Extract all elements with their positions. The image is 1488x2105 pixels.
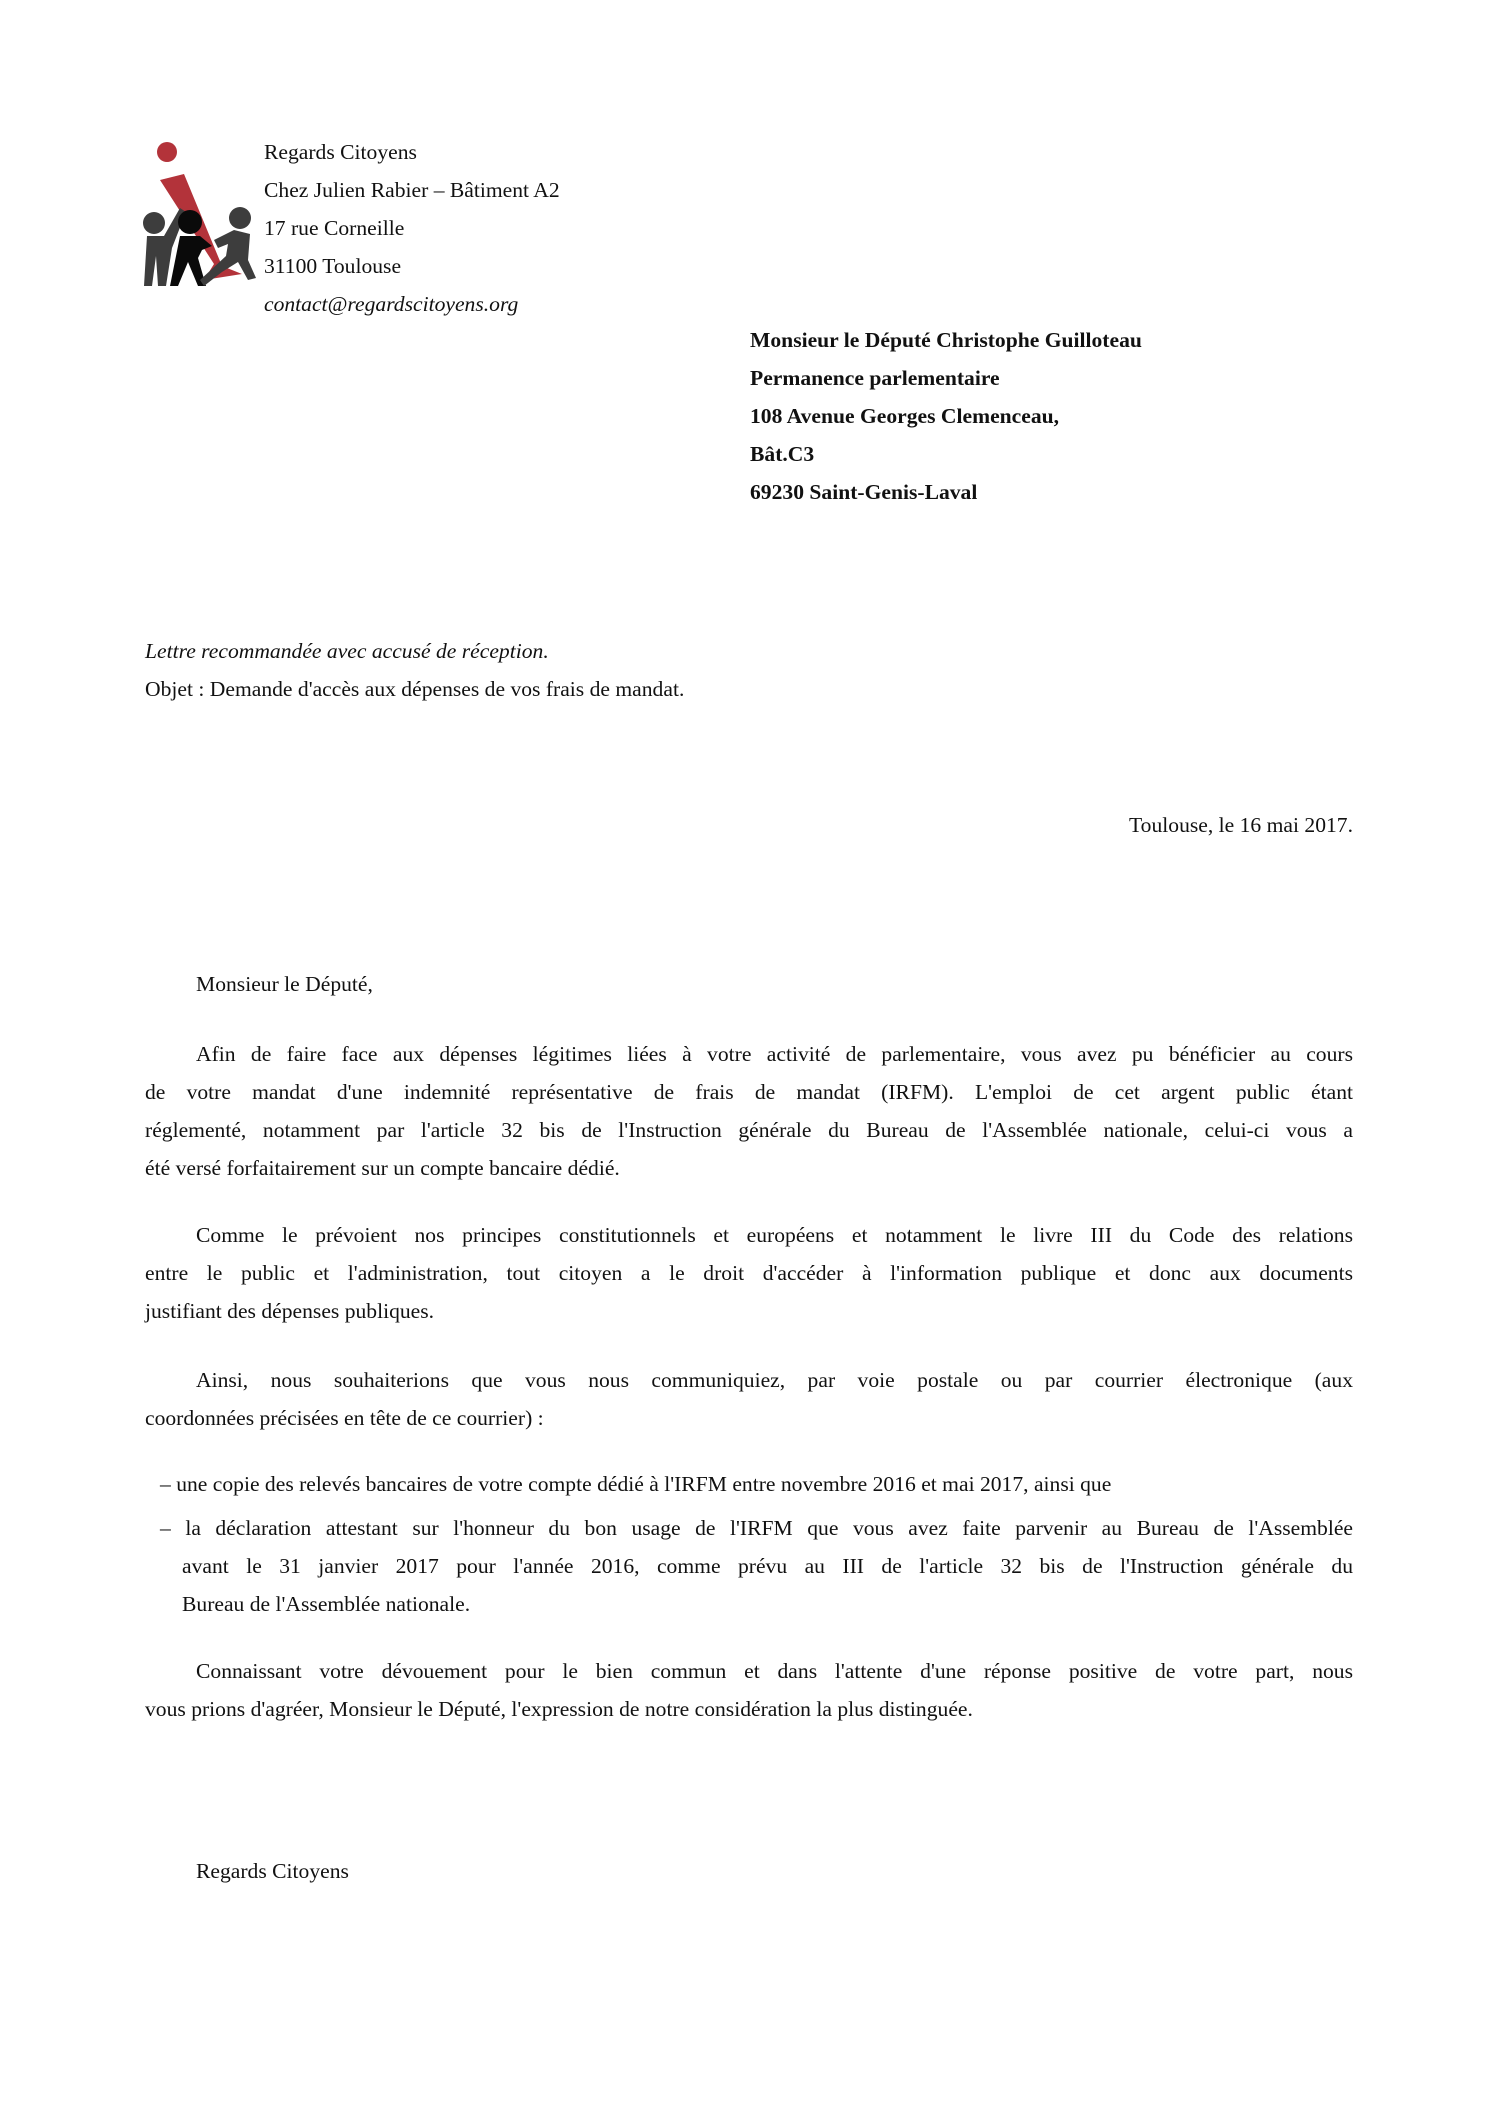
subject-line: Objet : Demande d'accès aux dépenses de vos frais de mandat. <box>145 677 685 701</box>
date-line: Toulouse, le 16 mai 2017. <box>1129 813 1353 837</box>
paragraph-line: réglementé, notamment par l'article 32 bis de l'Instruction générale du Bureau de l'Assemblée nationale, celui-ci vous a <box>145 1118 1353 1142</box>
sender-name: Regards Citoyens <box>264 140 417 164</box>
paragraph-line: vous prions d'agréer, Monsieur le Député, l'expression de notre considération la plus distinguée. <box>145 1697 973 1721</box>
recipient-street: 108 Avenue Georges Clemenceau, <box>750 404 1060 428</box>
list-item-continuation: avant le 31 janvier 2017 pour l'année 2016, comme prévu au III de l'article 32 bis de l'Instruction générale du <box>182 1554 1353 1578</box>
salutation: Monsieur le Député, <box>196 972 373 996</box>
paragraph-line: Afin de faire face aux dépenses légitimes liées à votre activité de parlementaire, vous avez pu bénéficier au cours <box>196 1042 1353 1066</box>
list-item-continuation: Bureau de l'Assemblée nationale. <box>182 1592 471 1616</box>
paragraph-line: entre le public et l'administration, tout citoyen a le droit d'accéder à l'information publique et donc aux documents <box>145 1261 1353 1285</box>
recipient-building: Bât.C3 <box>750 442 815 466</box>
signature: Regards Citoyens <box>196 1859 349 1883</box>
paragraph-line: de votre mandat d'une indemnité représentative de frais de mandat (IRFM). L'emploi de cet argent public étant <box>145 1080 1353 1104</box>
paragraph-line: Ainsi, nous souhaiterions que vous nous communiquiez, par voie postale ou par courrier électronique (aux <box>196 1368 1353 1392</box>
paragraph-line: été versé forfaitairement sur un compte bancaire dédié. <box>145 1156 620 1180</box>
registered-mail-mention: Lettre recommandée avec accusé de réception. <box>145 639 549 663</box>
sender-city: 31100 Toulouse <box>264 254 402 278</box>
sender-address-line: Chez Julien Rabier – Bâtiment A2 <box>264 178 560 202</box>
sender-street: 17 rue Corneille <box>264 216 405 240</box>
paragraph-line: Connaissant votre dévouement pour le bien commun et dans l'attente d'une réponse positive de votre part, nous <box>196 1659 1353 1683</box>
recipient-office: Permanence parlementaire <box>750 366 1000 390</box>
recipient-name: Monsieur le Député Christophe Guilloteau <box>750 328 1142 352</box>
paragraph-line: justifiant des dépenses publiques. <box>145 1299 435 1323</box>
paragraph-line: Comme le prévoient nos principes constitutionnels et européens et notamment le livre III du Code des relations <box>196 1223 1353 1247</box>
regards-citoyens-logo-icon <box>142 138 257 288</box>
sender-email: contact@regardscitoyens.org <box>264 292 519 316</box>
recipient-city: 69230 Saint-Genis-Laval <box>750 480 978 504</box>
list-item: – une copie des relevés bancaires de votre compte dédié à l'IRFM entre novembre 2016 et mai 2017, ainsi que <box>160 1472 1112 1496</box>
paragraph-line: coordonnées précisées en tête de ce courrier) : <box>145 1406 544 1430</box>
list-item: – la déclaration attestant sur l'honneur du bon usage de l'IRFM que vous avez faite parvenir au Bureau de l'Assemblée <box>160 1516 1353 1540</box>
